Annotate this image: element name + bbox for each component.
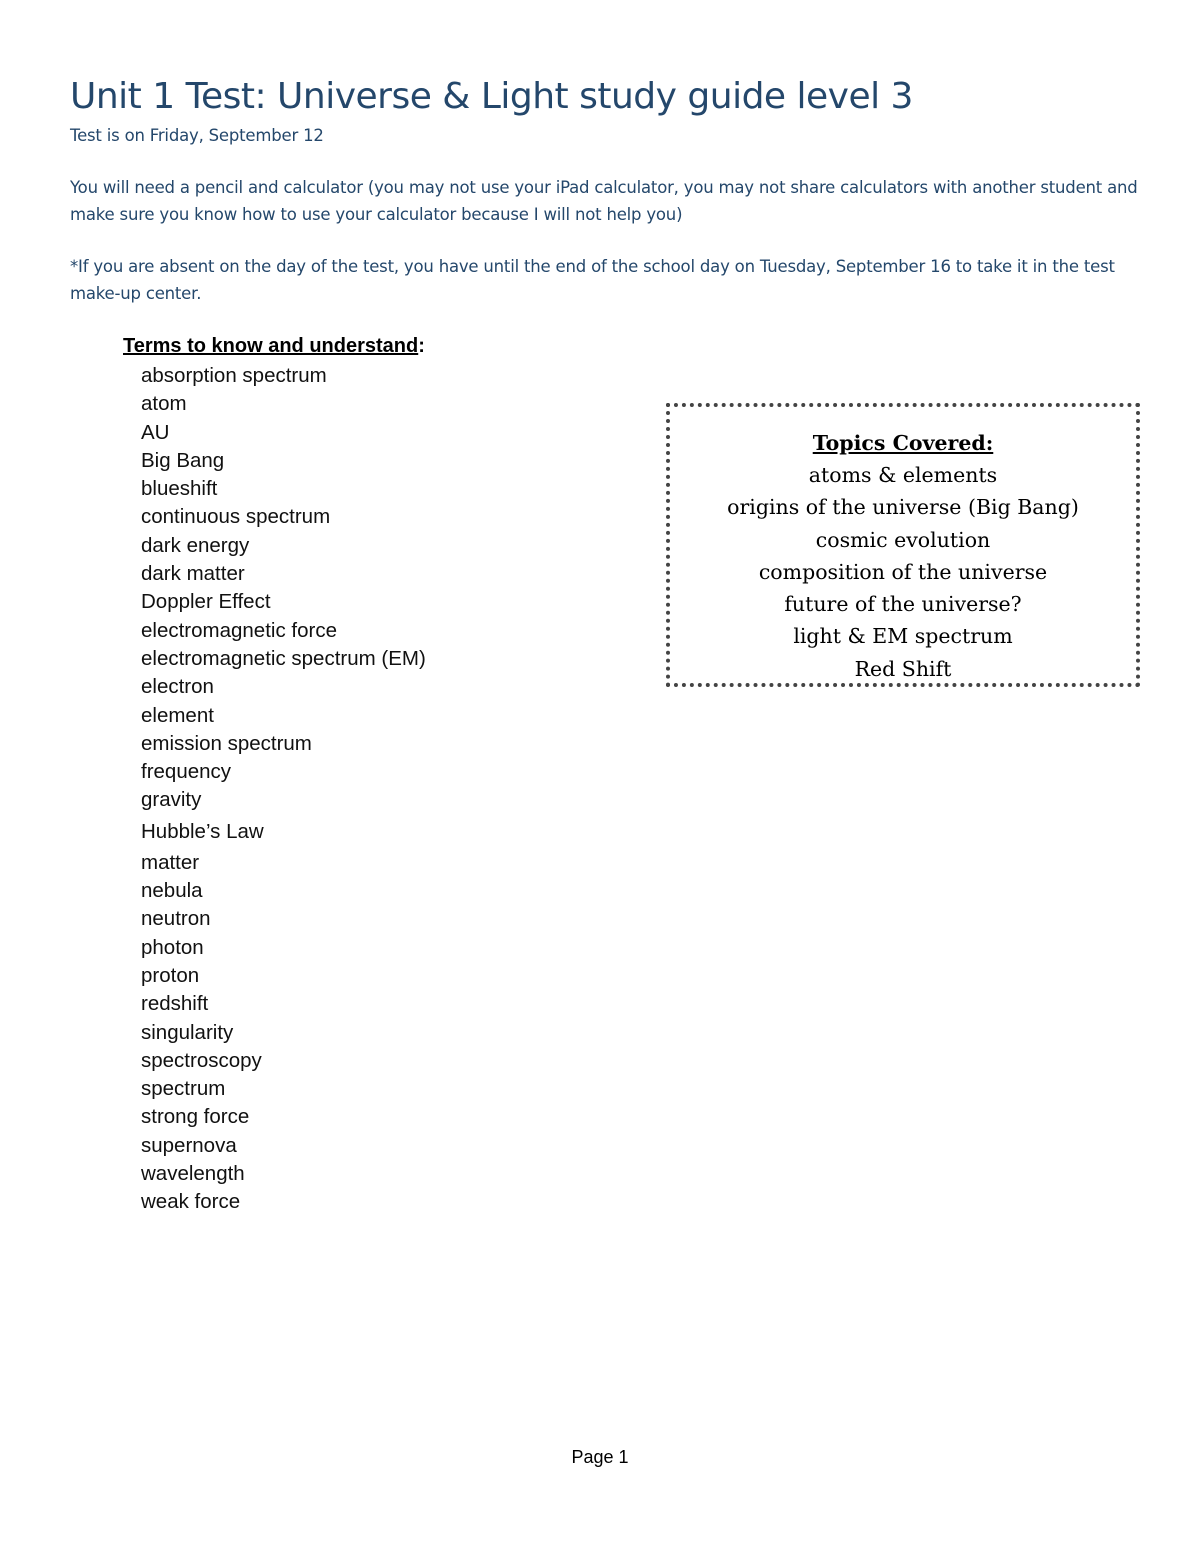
term-item: nebula [141, 879, 203, 903]
term-item: strong force [141, 1105, 250, 1129]
topic-item: light & EM spectrum [793, 624, 1013, 649]
terms-heading [123, 335, 425, 358]
term-item: AU [141, 420, 170, 444]
term-item: dark matter [141, 562, 245, 586]
term-item: proton [141, 963, 200, 987]
term-item: blueshift [141, 477, 218, 501]
page-number: Page 1 [571, 1447, 629, 1467]
topic-item: future of the universe? [784, 592, 1022, 617]
topic-item: cosmic evolution [815, 527, 991, 552]
topic-item: composition of the universe [758, 559, 1048, 584]
term-item: matter [141, 850, 200, 874]
term-item: spectrum [141, 1077, 226, 1101]
absence-note: *If you are absent on the day of the test, you have until the end of the school day on Tuesday, September 16 to take it in the test make-up center. [70, 257, 1115, 303]
term-item: absorption spectrum [141, 364, 327, 387]
term-item: emission spectrum [141, 731, 312, 755]
supplies-note: You will need a pencil and calculator (you may not use your iPad calculator, you may not share calculators with another student and make sure you know how to use your calculator because I will not help you) [70, 178, 1138, 224]
terms-heading-text: Terms to know and understand [123, 335, 419, 357]
terms-heading-colon: : [418, 335, 425, 357]
term-item: continuous spectrum [141, 505, 331, 529]
topics-list [670, 459, 1136, 685]
term-item: electromagnetic force [141, 618, 337, 642]
term-item: Doppler Effect [141, 590, 271, 614]
term-item: singularity [141, 1020, 234, 1044]
topics-covered-box [666, 403, 1140, 687]
term-item: dark energy [141, 533, 250, 557]
page-title: Unit 1 Test: Universe & Light study guide level 3 [70, 76, 913, 117]
term-item: wavelength [141, 1162, 245, 1186]
term-item: neutron [141, 907, 211, 931]
term-item: element [141, 703, 214, 727]
term-item: Hubble’s Law [141, 819, 264, 843]
topics-heading: Topics Covered: [812, 431, 994, 455]
term-item: frequency [141, 760, 232, 784]
topic-item: atoms & elements [808, 463, 998, 487]
term-item: Big Bang [141, 448, 225, 472]
topic-item: Red Shift [854, 656, 952, 681]
term-item: supernova [141, 1133, 237, 1157]
term-item: electron [141, 675, 214, 699]
terms-list [141, 362, 426, 1217]
topic-item: origins of the universe (Big Bang) [727, 495, 1079, 520]
term-item: weak force [141, 1190, 241, 1214]
term-item: spectroscopy [141, 1048, 262, 1072]
term-item: atom [141, 392, 187, 416]
term-item: electromagnetic spectrum (EM) [141, 646, 426, 670]
term-item: redshift [141, 992, 209, 1016]
test-date: Test is on Friday, September 12 [70, 126, 324, 145]
term-item: photon [141, 935, 204, 959]
term-item: gravity [141, 788, 202, 812]
